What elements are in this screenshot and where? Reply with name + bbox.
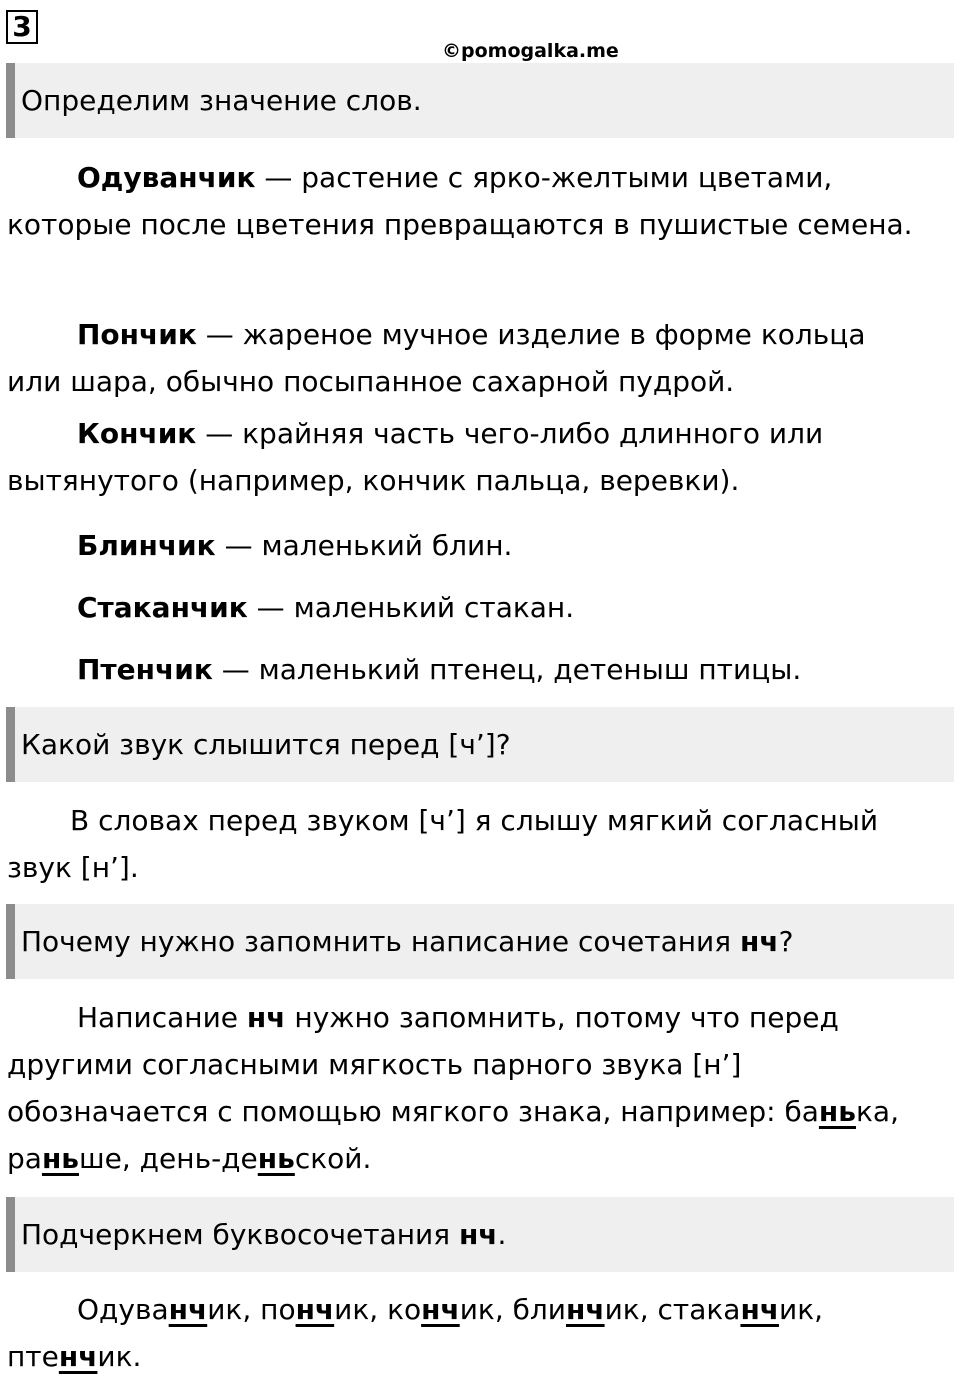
underlined-letters: нь: [257, 1142, 295, 1175]
definition-6-text: — маленький птенец, детеныш птицы.: [212, 653, 802, 686]
watermark: ©pomogalka.me: [442, 40, 619, 62]
underlined-letters: нч: [58, 1340, 98, 1373]
question-bar-1: [6, 63, 954, 138]
answer-3-bold: нч: [246, 1001, 286, 1034]
answer-3-part-2: нужно запомнить, потому что перед другими согласными мягкость парного звука [н’] обозначается с помощью мягкого знака, например:: [7, 1001, 839, 1128]
question-3-bold: нч: [739, 925, 779, 958]
example-2: раньше: [7, 1142, 122, 1175]
word-5: стаканчик: [657, 1293, 815, 1326]
question-bar-3: [6, 904, 954, 979]
underlined-letters: нь: [818, 1095, 856, 1128]
question-3-after: ?: [778, 925, 794, 958]
answer-2: В словах перед звуком [ч’] я слышу мягкий согласный звук [н’].: [7, 804, 879, 884]
question-2-text: Какой звук слышится перед [ч’]?: [21, 728, 511, 761]
term-4: Блинчик: [77, 529, 216, 562]
question-4-before: Подчеркнем буквосочетания: [21, 1218, 459, 1251]
word-6: птенчик: [7, 1340, 133, 1373]
definition-4: [7, 522, 927, 569]
definition-5-text: — маленький стакан.: [247, 591, 575, 624]
term-2: Пончик: [77, 318, 197, 351]
underlined-letters: нч: [295, 1293, 335, 1326]
question-4-after: .: [497, 1218, 507, 1251]
definition-2: [7, 311, 927, 405]
underlined-letters: нч: [421, 1293, 460, 1326]
definition-2-text: — жареное мучное изделие в форме кольца или шара, обычно посыпанное сахарной пудрой.: [7, 318, 866, 398]
question-4-bold: нч: [458, 1218, 498, 1251]
example-1: банька: [784, 1095, 891, 1128]
definition-1-text: — растение с ярко-желтыми цветами, которые после цветения превращаются в пушистые семена.: [7, 161, 913, 241]
word-1: Одуванчик: [77, 1293, 243, 1326]
answer-4: Одуванчик, пончик, кончик, блинчик, стаканчик, птенчик.: [7, 1293, 824, 1373]
definition-4-text: — маленький блин.: [215, 529, 513, 562]
term-1: Одуванчик: [77, 161, 256, 194]
question-3-before: Почему нужно запомнить написание сочетания: [21, 925, 740, 958]
term-6: Птенчик: [77, 653, 213, 686]
definition-6: [7, 646, 927, 693]
question-bar-4: [6, 1197, 954, 1272]
answer-3: Написание нч нужно запомнить, потому что перед другими согласными мягкость парного звука [н’] обозначается с помощью мягкого знака, например: банька, раньше, день-деньской.: [7, 1001, 899, 1175]
task-number: 3: [6, 10, 38, 44]
definition-3-text: — крайняя часть чего-либо длинного или вытянутого (например, кончик пальца, веревки).: [7, 417, 824, 497]
word-3: кончик: [387, 1293, 495, 1326]
example-3: день-деньской: [139, 1142, 363, 1175]
definition-1: [7, 154, 927, 248]
question-bar-2: [6, 707, 954, 782]
word-2: пончик: [260, 1293, 370, 1326]
underlined-letters: нч: [168, 1293, 208, 1326]
underlined-letters: нч: [740, 1293, 780, 1326]
answer-3-part-1: Написание: [77, 1001, 247, 1034]
word-4: блинчик: [512, 1293, 640, 1326]
term-5: Стаканчик: [77, 591, 248, 624]
question-1-text: Определим значение слов.: [21, 84, 422, 117]
definition-3: [7, 410, 927, 504]
underlined-letters: нь: [41, 1142, 79, 1175]
definition-5: [7, 584, 927, 631]
underlined-letters: нч: [566, 1293, 605, 1326]
term-3: Кончик: [77, 417, 197, 450]
